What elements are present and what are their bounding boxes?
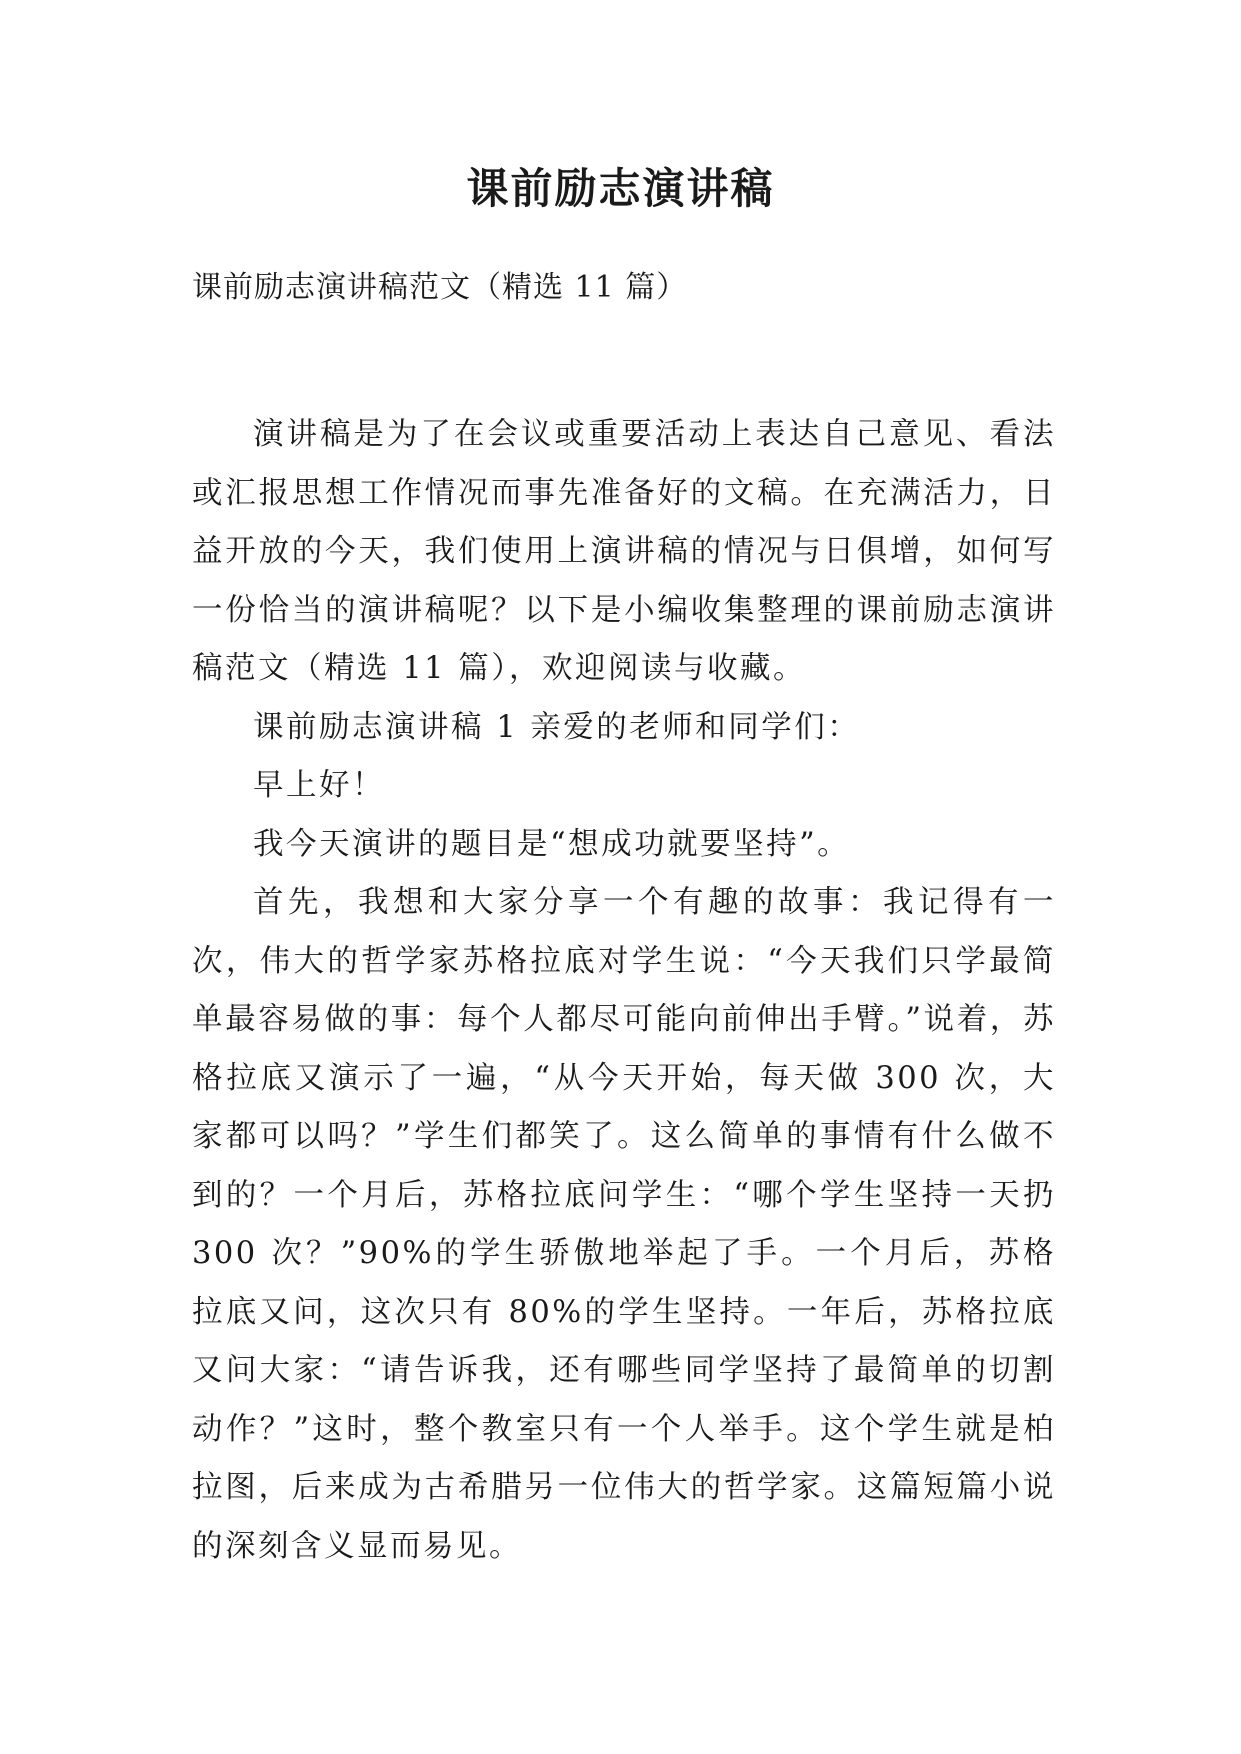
paragraph-story: 首先，我想和大家分享一个有趣的故事：我记得有一次，伟大的哲学家苏格拉底对学生说：“今天我们只学最简单最容易做的事：每个人都尽可能向前伸出手臂。”说着，苏格拉底又演示了一遍，“从今天开始，每天做 300 次，大家都可以吗？”学生们都笑了。这么简单的事情有什么做不到的？一个月后，苏格拉底问学生：“哪个学生坚持一天扔 300 次？”90%的学生骄傲地举起了手。一个月后，苏格拉底又问，这次只有 80%的学生坚持。一年后，苏格拉底又问大家：“请告诉我，还有哪些同学坚持了最简单的切割动作？”这时，整个教室只有一个人举手。这个学生就是柏拉图，后来成为古希腊另一位伟大的哲学家。这篇短篇小说的深刻含义显而易见。	[192, 885, 1056, 1564]
paragraph-intro: 演讲稿是为了在会议或重要活动上表达自己意见、看法或汇报思想工作情况而事先准备好的文稿。在充满活力，日益开放的今天，我们使用上演讲稿的情况与日俱增，如何写一份恰当的演讲稿呢？以下是小编收集整理的课前励志演讲稿范文（精选 11 篇），欢迎阅读与收藏。	[192, 417, 1056, 686]
paragraph-topic: 我今天演讲的题目是“想成功就要坚持”。	[253, 826, 851, 862]
paragraph-greeting-heading: 课前励志演讲稿 1 亲爱的老师和同学们：	[253, 709, 861, 745]
document-body	[192, 406, 1056, 1576]
paragraph-good-morning: 早上好！	[253, 768, 385, 803]
document-subtitle: 课前励志演讲稿范文（精选 11 篇）	[192, 270, 688, 305]
document-title: 课前励志演讲稿	[466, 164, 775, 213]
